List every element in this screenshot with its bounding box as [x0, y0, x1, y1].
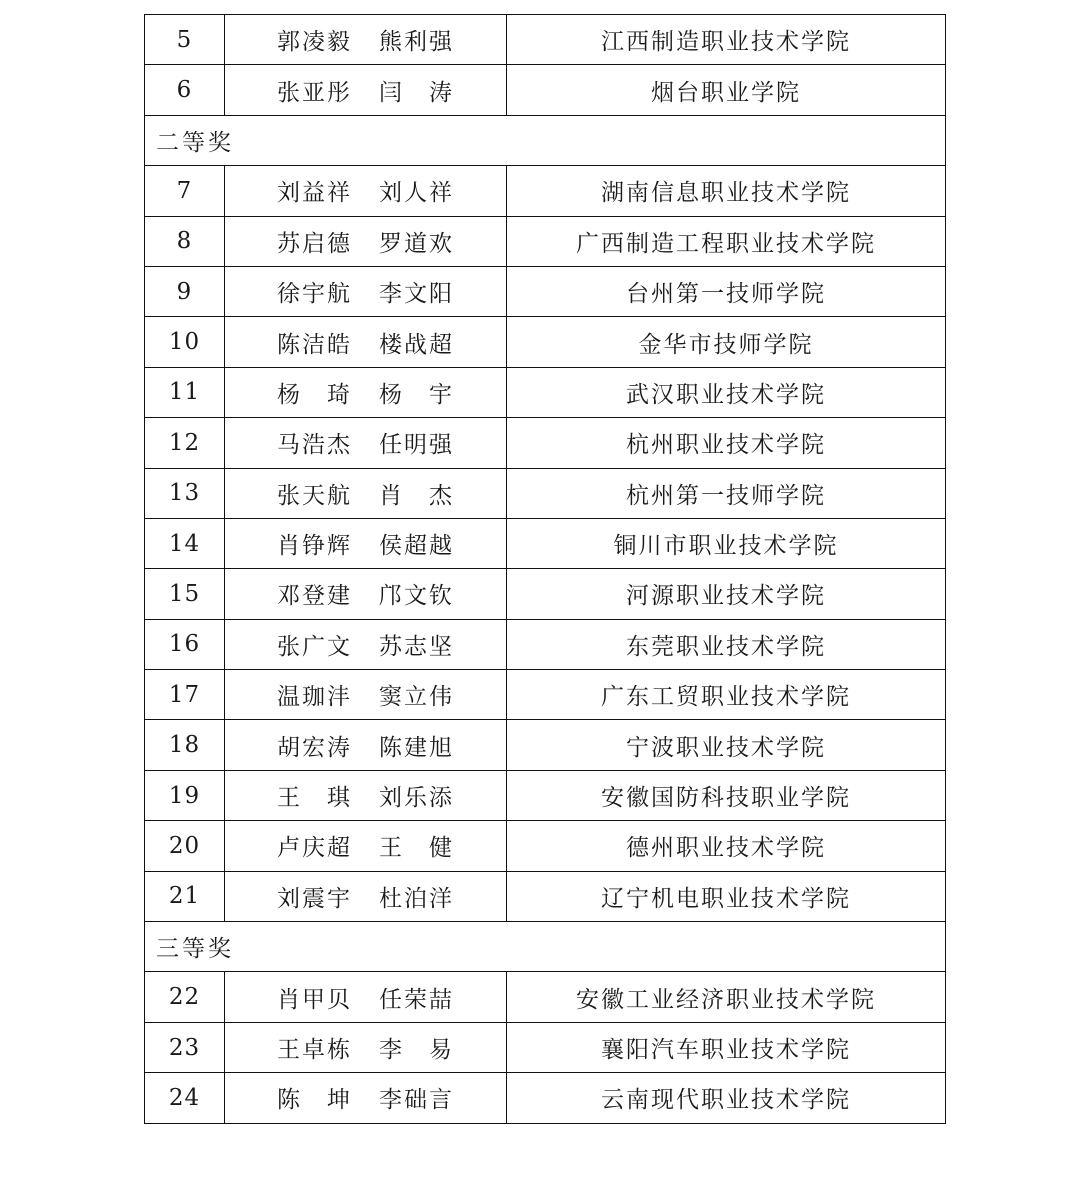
member-name-1: 张亚彤	[277, 79, 352, 106]
team-members	[225, 518, 507, 568]
member-name-2: 李文阳	[379, 281, 454, 308]
school-name: 河源职业技术学院	[507, 569, 946, 619]
team-members	[225, 266, 507, 316]
member-name-1: 邓登建	[277, 583, 352, 610]
row-number: 20	[145, 821, 225, 871]
member-name-2: 刘人祥	[379, 180, 454, 207]
member-name-2: 罗道欢	[379, 230, 454, 257]
team-members	[225, 418, 507, 468]
member-name-1: 杨 琦	[277, 381, 352, 408]
team-members	[225, 166, 507, 216]
award-level-heading: 三等奖	[145, 922, 946, 972]
row-number: 11	[145, 367, 225, 417]
school-name: 烟台职业学院	[507, 65, 946, 115]
table-row	[145, 518, 946, 568]
table-row	[145, 166, 946, 216]
row-number: 18	[145, 720, 225, 770]
member-name-2: 任明强	[379, 432, 454, 459]
team-members	[225, 972, 507, 1022]
team-members	[225, 670, 507, 720]
member-name-2: 窦立伟	[379, 684, 454, 711]
team-members	[225, 367, 507, 417]
member-name-1: 马浩杰	[277, 432, 352, 459]
member-name-2: 闫 涛	[379, 79, 454, 106]
school-name: 辽宁机电职业技术学院	[507, 871, 946, 921]
member-name-1: 张广文	[277, 633, 352, 660]
row-number: 19	[145, 770, 225, 820]
school-name: 德州职业技术学院	[507, 821, 946, 871]
member-name-1: 王卓栋	[277, 1037, 352, 1063]
member-name-2: 邝文钦	[379, 583, 454, 610]
row-number: 24	[145, 1073, 225, 1123]
school-name: 台州第一技师学院	[507, 266, 946, 316]
table-row	[145, 266, 946, 316]
team-members	[225, 216, 507, 266]
member-name-1: 卢庆超	[277, 835, 352, 862]
member-name-2: 侯超越	[379, 533, 454, 560]
row-number: 16	[145, 619, 225, 669]
member-name-2: 苏志坚	[379, 633, 454, 660]
member-name-2: 肖 杰	[379, 482, 454, 509]
award-level-heading: 二等奖	[145, 115, 946, 165]
school-name: 铜川市职业技术学院	[507, 518, 946, 568]
table-row	[145, 367, 946, 417]
member-name-1: 陈 坤	[277, 1087, 352, 1114]
team-members	[225, 720, 507, 770]
table-row	[145, 871, 946, 921]
table-row	[145, 15, 946, 65]
table-row	[145, 65, 946, 115]
member-name-2: 楼战超	[379, 331, 454, 358]
school-name: 杭州职业技术学院	[507, 418, 946, 468]
team-members	[225, 1073, 507, 1123]
member-name-1: 陈洁皓	[277, 331, 352, 358]
team-members	[225, 569, 507, 619]
award-table-body	[145, 15, 946, 1124]
team-members	[225, 1022, 507, 1072]
table-row	[145, 821, 946, 871]
member-name-2: 杜泊洋	[379, 885, 454, 912]
table-row	[145, 670, 946, 720]
member-name-1: 温珈沣	[277, 684, 352, 711]
team-members	[225, 15, 507, 65]
team-members	[225, 619, 507, 669]
table-row	[145, 468, 946, 518]
member-name-1: 胡宏涛	[277, 734, 352, 761]
member-name-1: 苏启德	[277, 230, 352, 257]
school-name: 武汉职业技术学院	[507, 367, 946, 417]
table-row	[145, 720, 946, 770]
member-name-1: 肖甲贝	[277, 986, 352, 1013]
team-members	[225, 871, 507, 921]
team-members	[225, 821, 507, 871]
member-name-2: 李础言	[379, 1087, 454, 1114]
row-number: 14	[145, 518, 225, 568]
row-number: 17	[145, 670, 225, 720]
table-row	[145, 972, 946, 1022]
member-name-1: 肖铮辉	[277, 533, 352, 560]
school-name: 襄阳汽车职业技术学院	[507, 1022, 946, 1072]
school-name: 金华市技师学院	[507, 317, 946, 367]
table-row	[145, 216, 946, 266]
member-name-2: 任荣喆	[379, 986, 454, 1013]
member-name-2: 杨 宇	[379, 381, 454, 408]
table-row	[145, 1073, 946, 1123]
row-number: 5	[145, 15, 225, 65]
member-name-2: 刘乐添	[379, 785, 454, 812]
school-name: 广西制造工程职业技术学院	[507, 216, 946, 266]
table-row	[145, 1022, 946, 1072]
school-name: 东莞职业技术学院	[507, 619, 946, 669]
row-number: 8	[145, 216, 225, 266]
school-name: 云南现代职业技术学院	[507, 1073, 946, 1123]
row-number: 9	[145, 266, 225, 316]
team-members	[225, 770, 507, 820]
member-name-1: 徐宇航	[277, 281, 352, 308]
member-name-1: 郭凌毅	[277, 29, 352, 56]
table-row	[145, 418, 946, 468]
row-number: 13	[145, 468, 225, 518]
member-name-2: 熊利强	[379, 29, 454, 56]
row-number: 12	[145, 418, 225, 468]
school-name: 宁波职业技术学院	[507, 720, 946, 770]
section-row	[145, 922, 946, 972]
member-name-1: 张天航	[277, 482, 352, 509]
table-row	[145, 317, 946, 367]
row-number: 7	[145, 166, 225, 216]
table-row	[145, 770, 946, 820]
table-row	[145, 569, 946, 619]
row-number: 22	[145, 972, 225, 1022]
school-name: 湖南信息职业技术学院	[507, 166, 946, 216]
member-name-2: 王 健	[379, 835, 454, 862]
row-number: 10	[145, 317, 225, 367]
row-number: 6	[145, 65, 225, 115]
row-number: 15	[145, 569, 225, 619]
section-row	[145, 115, 946, 165]
table-row	[145, 619, 946, 669]
team-members	[225, 468, 507, 518]
school-name: 安徽工业经济职业技术学院	[507, 972, 946, 1022]
school-name: 广东工贸职业技术学院	[507, 670, 946, 720]
member-name-1: 王 琪	[277, 785, 352, 812]
member-name-1: 刘震宇	[277, 885, 352, 912]
member-name-1: 刘益祥	[277, 180, 352, 207]
row-number: 21	[145, 871, 225, 921]
school-name: 江西制造职业技术学院	[507, 15, 946, 65]
school-name: 杭州第一技师学院	[507, 468, 946, 518]
member-name-2: 陈建旭	[379, 734, 454, 761]
award-table	[144, 14, 946, 1124]
school-name: 安徽国防科技职业学院	[507, 770, 946, 820]
team-members	[225, 65, 507, 115]
team-members	[225, 317, 507, 367]
row-number: 23	[145, 1022, 225, 1072]
member-name-2: 李 易	[379, 1037, 454, 1063]
